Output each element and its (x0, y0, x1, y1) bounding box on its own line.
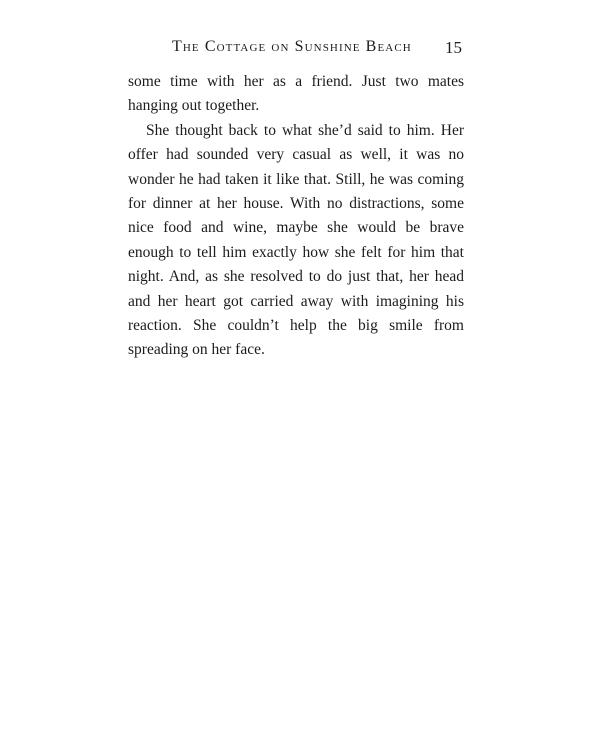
body-text (128, 70, 464, 363)
running-head (128, 38, 462, 62)
paragraph-continued: some time with her as a friend. Just two mates hanging out together. (128, 73, 464, 115)
page-number: 15 (445, 38, 462, 57)
paragraph: She thought back to what she’d said to him. Her offer had sounded very casual as well, it was no wonder he had taken it like that. Still, he was coming for dinner at her house. With no distractions, some nice food and wine, maybe she would be brave enough to tell him exactly how she felt for him that night. And, as she resolved to do just that, her head and her heart got carried away with imagining his reaction. She couldn’t help the big smile from spreading on her face. (128, 121, 464, 359)
running-title: The Cottage on Sunshine Beach (172, 38, 412, 55)
